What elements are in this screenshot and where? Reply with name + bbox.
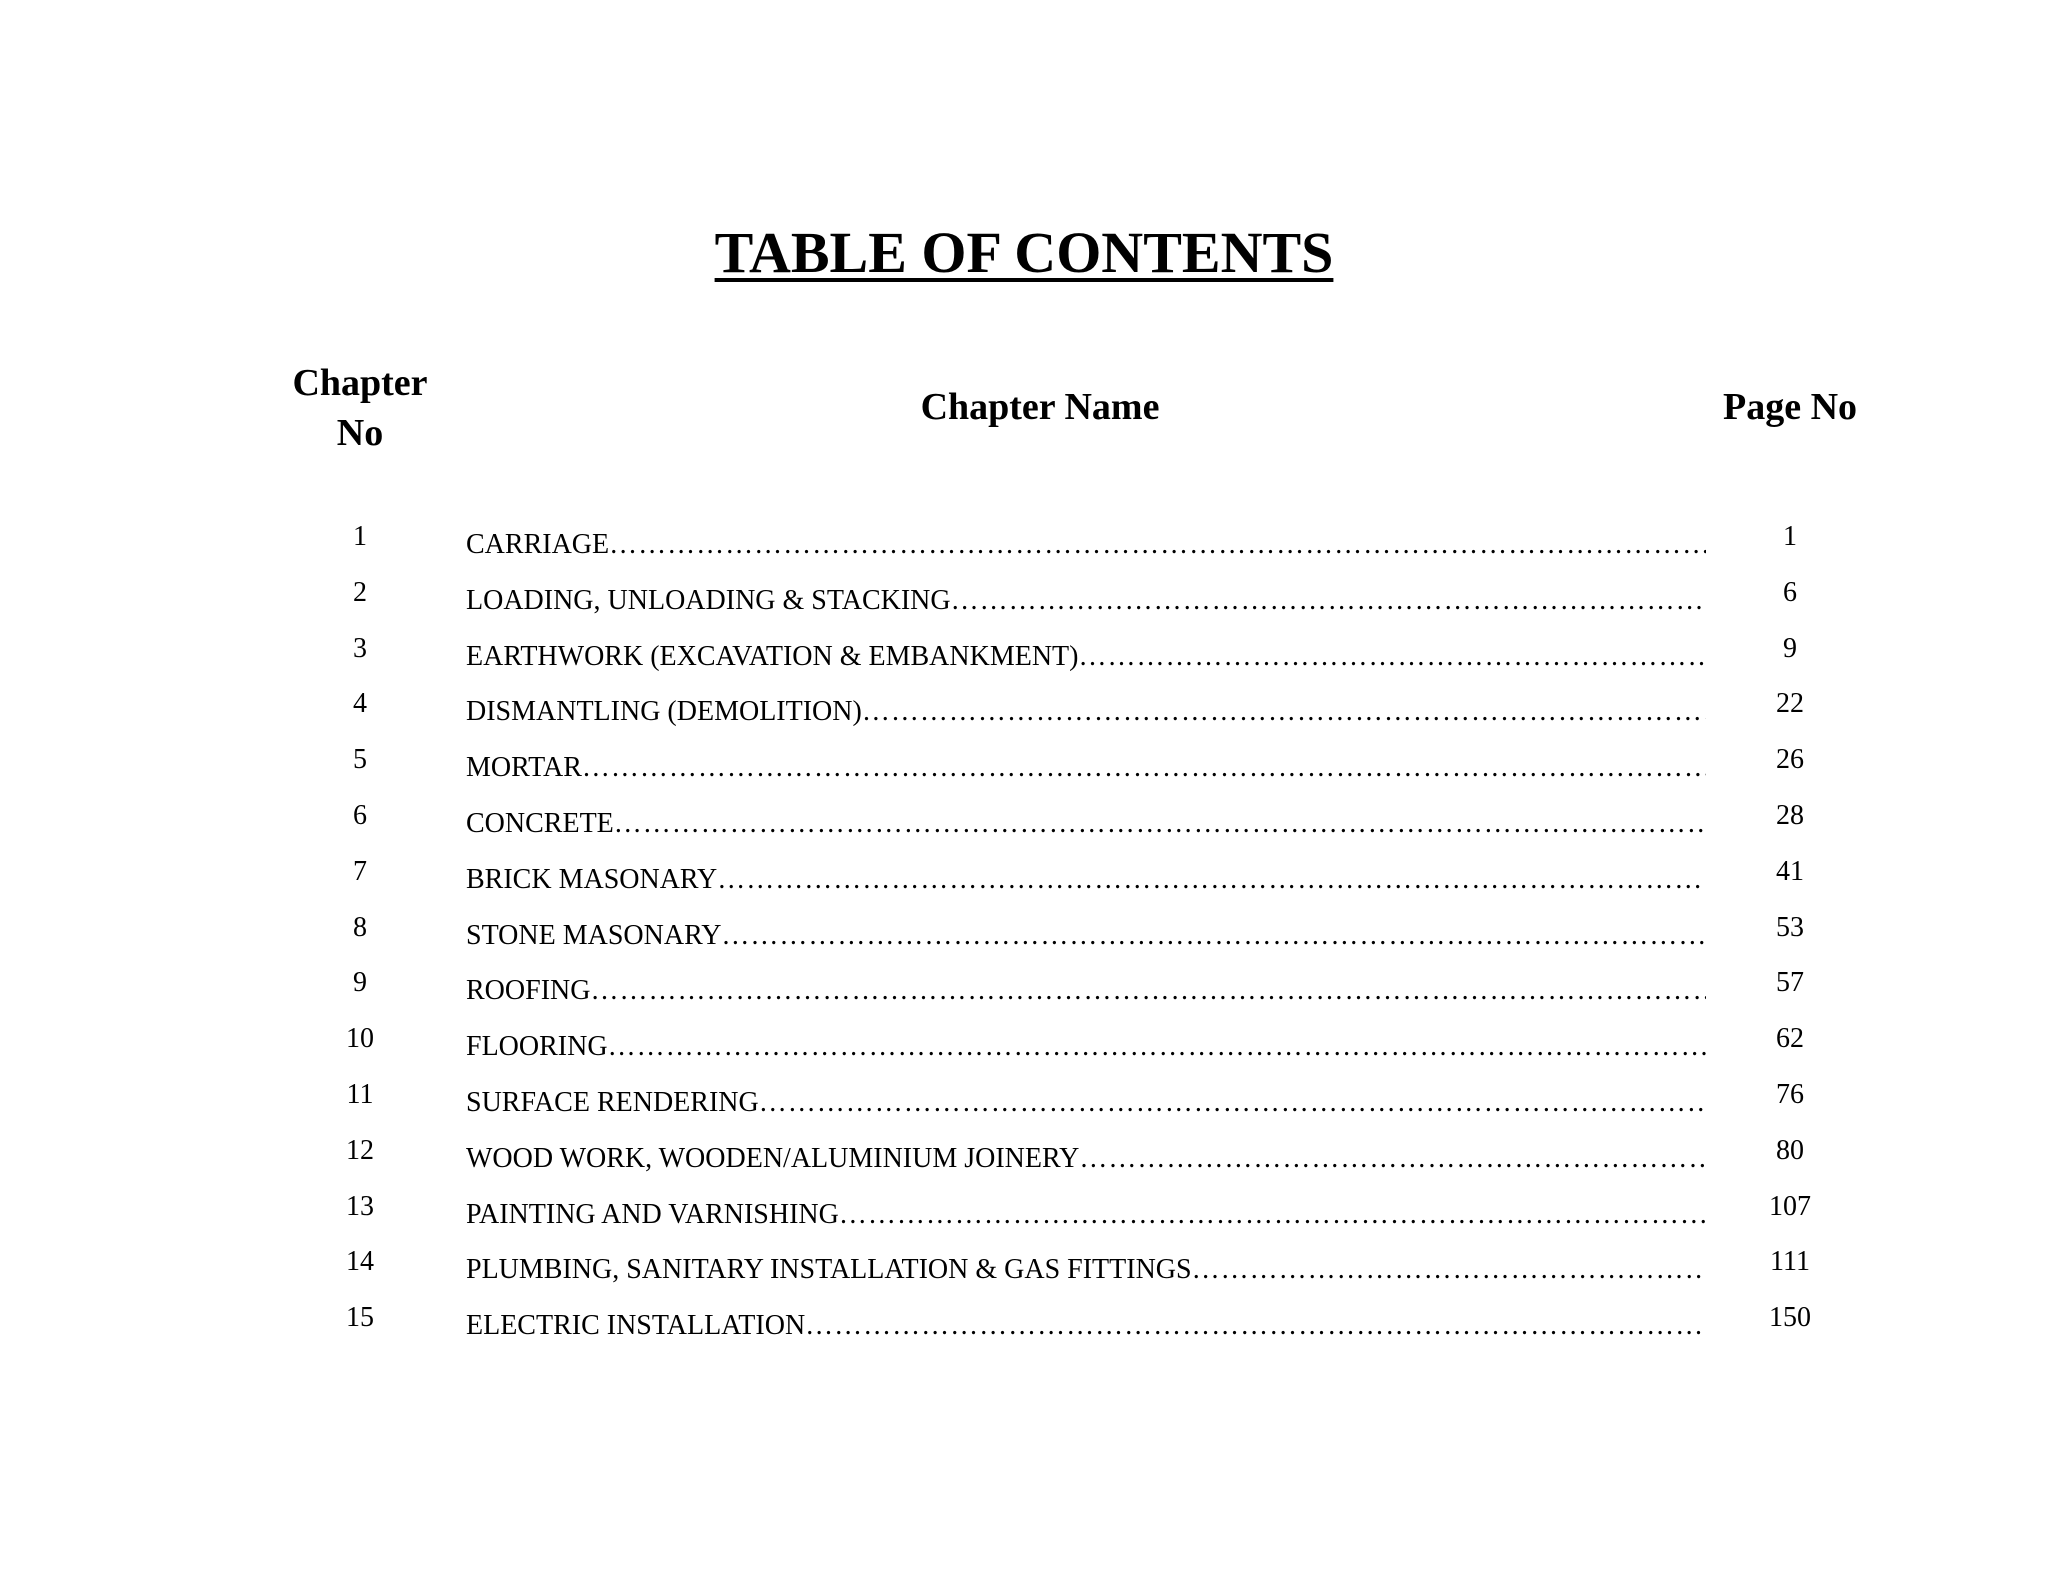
chapter-title xyxy=(466,526,1706,564)
chapter-title xyxy=(466,582,1706,620)
chapter-number: 5 xyxy=(353,744,367,776)
dot-leader xyxy=(1079,638,1707,676)
toc-row xyxy=(0,1243,2048,1299)
toc-row xyxy=(0,964,2048,1020)
chapter-title-text: PLUMBING, SANITARY INSTALLATION & GAS FITTINGS xyxy=(466,1254,1192,1286)
chapter-title-text: FLOORING xyxy=(466,1031,608,1063)
dot-leader xyxy=(1079,1140,1706,1178)
chapter-title xyxy=(466,1251,1706,1289)
chapter-title-text: ELECTRIC INSTALLATION xyxy=(466,1310,806,1342)
page-number: 80 xyxy=(1776,1134,1804,1166)
chapter-number: 9 xyxy=(353,967,367,999)
chapter-title-text: CARRIAGE xyxy=(466,529,610,560)
chapter-title-text: MORTAR xyxy=(466,752,582,784)
header-chapter-no xyxy=(240,358,480,458)
chapter-number: 8 xyxy=(353,911,367,943)
page-number: 111 xyxy=(1770,1246,1810,1278)
dot-leader xyxy=(839,1196,1706,1234)
page-number: 41 xyxy=(1776,855,1804,887)
chapter-title-text: SURFACE RENDERING xyxy=(466,1086,759,1118)
chapter-title xyxy=(466,917,1706,955)
chapter-number: 6 xyxy=(353,799,367,831)
chapter-number: 3 xyxy=(353,632,367,664)
dot-leader xyxy=(608,1028,1706,1066)
chapter-title xyxy=(466,1140,1706,1178)
toc-row xyxy=(0,853,2048,909)
chapter-title xyxy=(466,638,1706,676)
dot-leader xyxy=(759,1084,1706,1122)
dot-leader xyxy=(717,861,1706,899)
chapter-number: 1 xyxy=(353,521,367,552)
chapter-title-text: DISMANTLING (DEMOLITION) xyxy=(466,696,862,728)
chapter-title xyxy=(466,861,1706,899)
chapter-title-text: EARTHWORK (EXCAVATION & EMBANKMENT) xyxy=(466,640,1079,672)
toc-row xyxy=(0,741,2048,797)
page-number: 150 xyxy=(1769,1302,1811,1334)
chapter-number: 2 xyxy=(353,576,367,608)
toc-row xyxy=(0,518,2048,574)
page-number: 26 xyxy=(1776,744,1804,776)
chapter-title-text: BRICK MASONARY xyxy=(466,863,718,895)
chapter-title xyxy=(466,1028,1706,1066)
dot-leader xyxy=(614,805,1706,843)
page-number: 76 xyxy=(1776,1078,1804,1110)
toc-row xyxy=(0,1132,2048,1188)
page-number: 22 xyxy=(1776,688,1804,720)
chapter-title xyxy=(466,693,1706,731)
dot-leader xyxy=(609,526,1706,564)
header-chapter-name: Chapter Name xyxy=(920,386,1160,428)
chapter-number: 12 xyxy=(346,1134,374,1166)
toc-row xyxy=(0,574,2048,630)
toc-row xyxy=(0,1020,2048,1076)
page-number: 53 xyxy=(1776,911,1804,943)
toc-row xyxy=(0,909,2048,965)
dot-leader xyxy=(721,917,1706,955)
chapter-number: 4 xyxy=(353,688,367,720)
chapter-number: 7 xyxy=(353,855,367,887)
page-number: 57 xyxy=(1776,967,1804,999)
page-title-text: TABLE OF CONTENTS xyxy=(714,220,1334,285)
chapter-title-text: CONCRETE xyxy=(466,807,614,839)
header-chapter-no-line2: No xyxy=(336,412,384,454)
chapter-number: 11 xyxy=(346,1078,374,1110)
page-number: 107 xyxy=(1769,1190,1811,1222)
toc-row xyxy=(0,797,2048,853)
dot-leader xyxy=(805,1307,1706,1345)
chapter-title-text: WOOD WORK, WOODEN/ALUMINIUM JOINERY xyxy=(466,1142,1080,1174)
toc-row xyxy=(0,1076,2048,1132)
chapter-title xyxy=(466,1307,1706,1345)
chapter-number: 10 xyxy=(346,1023,374,1055)
header-chapter-no-line1: Chapter xyxy=(292,362,428,404)
toc-row xyxy=(0,685,2048,741)
dot-leader xyxy=(582,749,1706,787)
toc-row xyxy=(0,1299,2048,1355)
toc-list xyxy=(0,518,2048,1355)
chapter-title xyxy=(466,972,1706,1010)
dot-leader xyxy=(1192,1251,1706,1289)
chapter-title-text: PAINTING AND VARNISHING xyxy=(466,1198,839,1230)
toc-row xyxy=(0,1188,2048,1244)
dot-leader xyxy=(951,582,1706,620)
chapter-number: 13 xyxy=(346,1190,374,1222)
chapter-number: 14 xyxy=(346,1246,374,1278)
chapter-title xyxy=(466,805,1706,843)
dot-leader xyxy=(862,693,1706,731)
chapter-number: 15 xyxy=(346,1302,374,1334)
page-number: 62 xyxy=(1776,1023,1804,1055)
chapter-title xyxy=(466,1084,1706,1122)
page-number: 28 xyxy=(1776,799,1804,831)
page-number: 1 xyxy=(1783,521,1797,552)
page-number: 6 xyxy=(1783,576,1797,608)
page-number: 9 xyxy=(1783,632,1797,664)
page-title xyxy=(0,218,2048,288)
chapter-title xyxy=(466,1196,1706,1234)
chapter-title-text: ROOFING xyxy=(466,975,591,1007)
dot-leader xyxy=(590,972,1706,1010)
toc-row xyxy=(0,630,2048,686)
chapter-title-text: STONE MASONARY xyxy=(466,919,722,951)
header-page-no: Page No xyxy=(1722,386,1858,428)
chapter-title-text: LOADING, UNLOADING & STACKING xyxy=(466,584,951,616)
chapter-title xyxy=(466,749,1706,787)
